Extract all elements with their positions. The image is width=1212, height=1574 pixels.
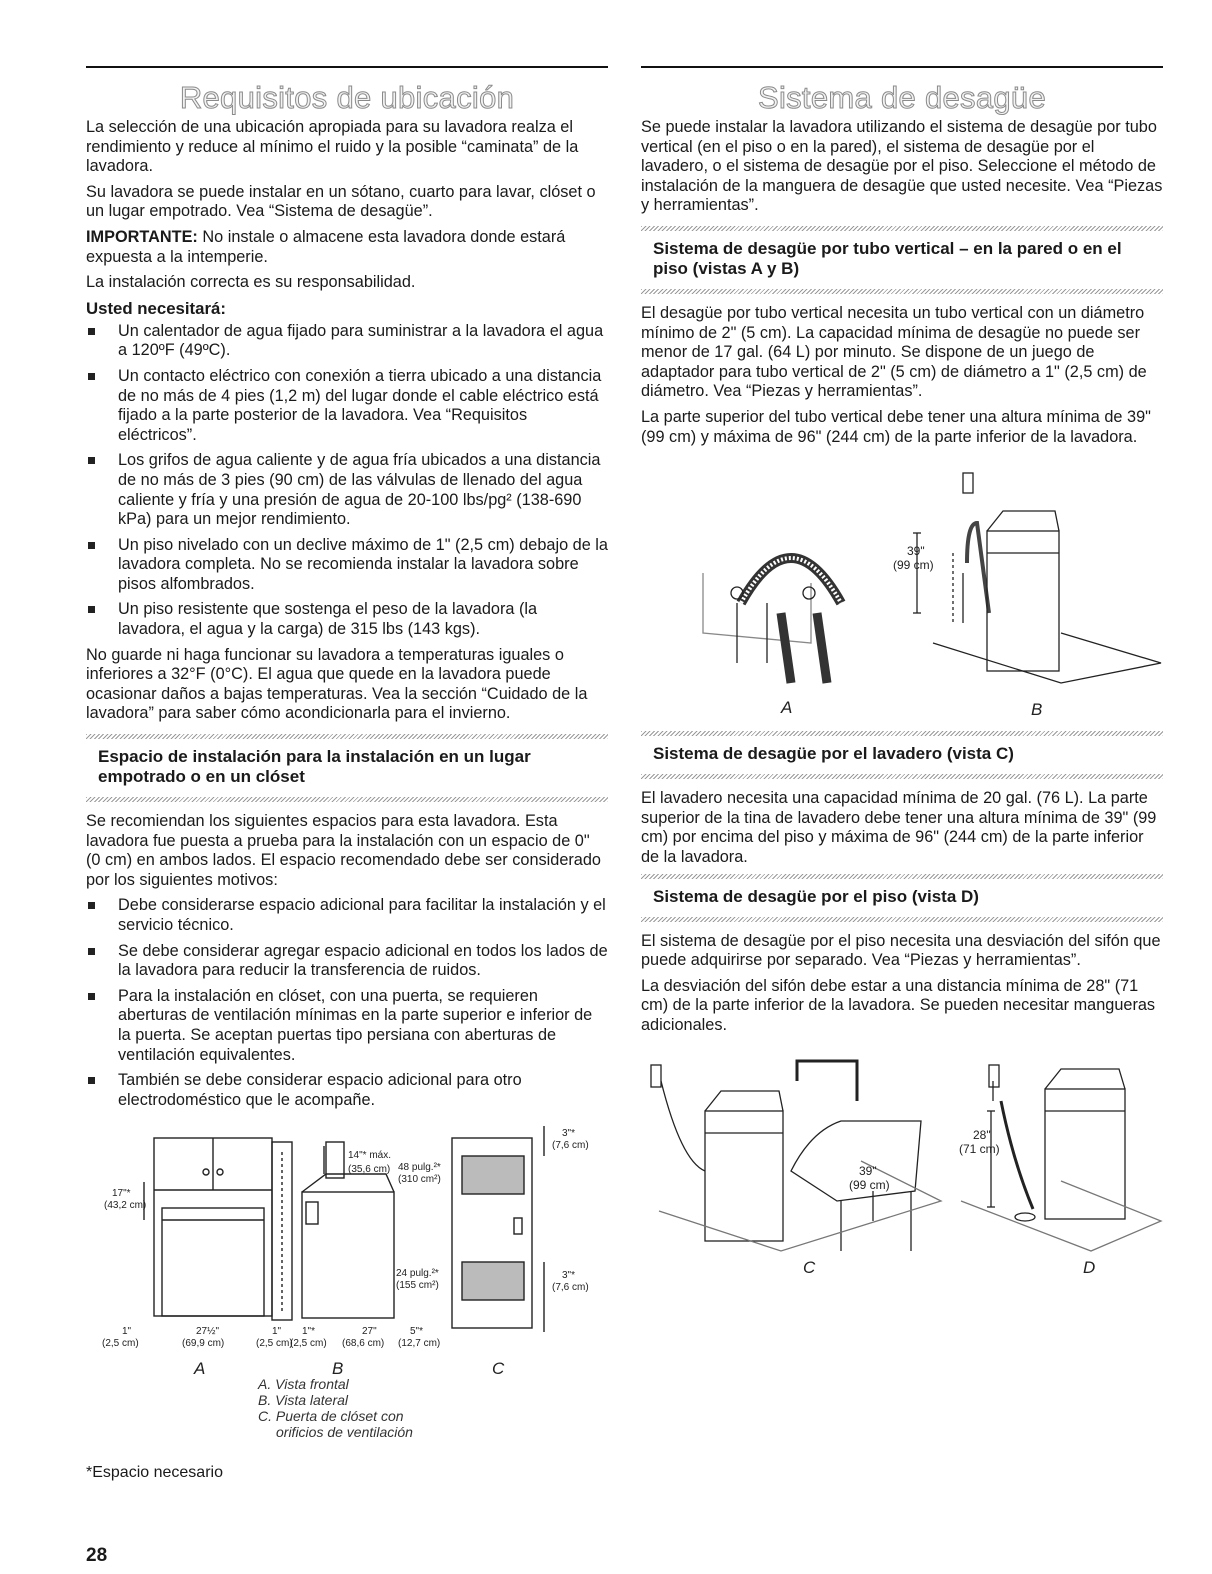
page-number: 28	[86, 1545, 108, 1566]
dim-27h-cm: (69,9 cm)	[182, 1338, 225, 1349]
dim-1b-cm: (2,5 cm)	[256, 1338, 293, 1349]
intro-paragraph: La selección de una ubicación apropiada para su lavadora realza el rendimiento y reduce al mínimo el ruido y la posible “caminata” de la lavadora.	[86, 118, 579, 176]
view-label-c: C	[803, 1258, 816, 1278]
laundry-tub-heading: Sistema de desagüe por el lavadero (vista C)	[653, 744, 1014, 764]
standpipe-height: La parte superior del tubo vertical debe tener una altura mínima de 39" (99 cm) y máxima de 96" (244 cm) de la parte inferior de la lavadora.	[641, 407, 1151, 446]
dim-3-bottom: 3"*	[562, 1270, 576, 1281]
list-item: Los grifos de agua caliente y de agua fría ubicados a una distancia de no más de 3 pies (90 cm) de las válvulas de llenado del agua caliente y fría y una presión de agua de 20-100 lbs/pg² (138-690 kPa) para un mejor rendimiento.	[86, 451, 608, 529]
caption-b: B. Vista lateral	[258, 1392, 349, 1408]
dim-24: 24 pulg.²*	[396, 1268, 439, 1279]
right-column	[641, 66, 1163, 1281]
floor-drain-heading: Sistema de desagüe por el piso (vista D)	[653, 886, 979, 906]
caption-c-cont: orificios de ventilación	[276, 1424, 413, 1440]
list-item: Para la instalación en clóset, con una puerta, se requieren aberturas de ventilación mínimas en la parte superior e inferior de la puerta. Se aceptan puertas tipo persiana con aberturas de ventilación equivalentes.	[86, 987, 608, 1065]
location-requirements-title: Requisitos de ubicación	[179, 80, 515, 115]
dim-17-cm: (43,2 cm)	[104, 1200, 147, 1211]
dim-1b: 1"	[272, 1326, 282, 1337]
footnote: *Espacio necesario	[86, 1464, 223, 1481]
dim-5-cm: (12,7 cm)	[398, 1338, 441, 1349]
list-item: Debe considerarse espacio adicional para facilitar la instalación y el servicio técnico.	[86, 896, 608, 935]
view-label-d: D	[1083, 1258, 1096, 1278]
laundry-dim-cm: (99 cm)	[849, 1178, 890, 1193]
bullet-icon	[88, 902, 95, 909]
laundry-and-floor-diagram	[641, 1041, 1163, 1281]
needs-heading: Usted necesitará:	[86, 298, 226, 318]
figure-captions	[258, 1376, 413, 1440]
dim-24-cm: (155 cm²)	[396, 1280, 439, 1291]
bullet-icon	[88, 457, 95, 464]
hatch-divider	[641, 731, 1163, 736]
standpipe-diagram	[641, 453, 1163, 725]
list-item: También se debe considerar espacio adicional para otro electrodoméstico que le acompañe.	[86, 1071, 608, 1110]
bullet-icon	[88, 1077, 95, 1084]
left-column	[86, 66, 608, 1116]
list-item: Se debe considerar agregar espacio adicional en todos los lados de la lavadora para reducir la transferencia de ruidos.	[86, 942, 608, 981]
hatch-divider	[641, 874, 1163, 879]
dim-1c-cm: (2,5 cm)	[290, 1338, 327, 1349]
dim-1c: 1"*	[302, 1326, 316, 1337]
dim-14: 14"* máx.	[348, 1150, 392, 1161]
bullet-icon	[88, 328, 95, 335]
dim-17: 17"*	[112, 1188, 131, 1199]
standpipe-dim-cm: (99 cm)	[893, 558, 934, 573]
top-rule	[86, 66, 608, 68]
standpipe-heading: Sistema de desagüe por tubo vertical – en la pared o en el piso (vistas A y B)	[653, 238, 1122, 278]
view-label-a: A	[781, 698, 793, 718]
laundry-tub-paragraph: El lavadero necesita una capacidad mínima de 20 gal. (76 L). La parte superior de la tina de lavadero debe tener una altura mínima de 39" (99 cm) por encima del piso y máxima de 96" (244 cm) de la parte inferior de la lavadora.	[641, 789, 1157, 866]
dim-1a-cm: (2,5 cm)	[102, 1338, 139, 1349]
list-item: Un contacto eléctrico con conexión a tierra ubicado a una distancia de no más de 4 pies (1,2 m) del lugar donde el cable eléctrico está fijado a la parte posterior de la lavadora. Vea “Requisitos eléctricos”.	[86, 367, 608, 445]
standpipe-paragraph: El desagüe por tubo vertical necesita un tubo vertical con un diámetro mínimo de 2" (5 cm). La capacidad mínima de desagüe no puede ser menor de 17 gal. (64 L) por minuto. Se dispone de un juego de adaptador para tubo vertical de 2" (5 cm) de diámetro a 1" (2,5 cm) de diámetro. Vea “Piezas y herramientas”.	[641, 303, 1147, 401]
view-label-b: B	[332, 1359, 344, 1378]
bullet-icon	[88, 373, 95, 380]
list-item: Un calentador de agua fijado para suministrar a la lavadora el agua a 120ºF (49ºC).	[86, 322, 608, 361]
installation-space-heading: Espacio de instalación para la instalación en un lugar empotrado o en un clóset	[98, 747, 531, 787]
list-item: Un piso resistente que sostenga el peso de la lavadora (la lavadora, el agua y la carga) de 315 lbs (143 kgs).	[86, 600, 608, 639]
dim-14-cm: (35,6 cm)	[348, 1164, 391, 1175]
intro-paragraph: Su lavadora se puede instalar en un sótano, cuarto para lavar, clóset o un lugar empotrado. Vea “Sistema de desagüe”.	[86, 182, 596, 221]
dim-27-cm: (68,6 cm)	[342, 1338, 385, 1349]
hatch-divider	[86, 797, 608, 802]
space-list	[86, 896, 608, 1110]
dim-3-bottom-cm: (7,6 cm)	[552, 1282, 589, 1293]
clearance-diagram	[86, 1112, 608, 1392]
bullet-icon	[88, 606, 95, 613]
dim-1a: 1"	[122, 1326, 132, 1337]
hatch-divider	[641, 289, 1163, 294]
bullet-icon	[88, 542, 95, 549]
hatch-divider	[86, 734, 608, 739]
top-rule	[641, 66, 1163, 68]
bullet-icon	[88, 993, 95, 1000]
important-note	[86, 228, 608, 267]
cold-warning: No guarde ni haga funcionar su lavadora a temperaturas iguales o inferiores a 32°F (0°C). El agua que quede en la lavadora puede ocasionar daños a bajas temperaturas. Vea la sección “Cuidado de la lavadora” para saber cómo acondicionarla para el invierno.	[86, 645, 588, 723]
floor-drain-paragraph: El sistema de desagüe por el piso necesita una desviación del sifón que puede adquirirse por separado. Vea “Piezas y herramientas”.	[641, 931, 1161, 970]
view-label-c: C	[492, 1359, 505, 1378]
caption-a: A. Vista frontal	[258, 1376, 349, 1392]
drain-intro: Se puede instalar la lavadora utilizando el sistema de desagüe por tubo vertical (en el piso o en la pared), el sistema de desagüe por el lavadero, o el sistema de desagüe por el piso. Seleccione el método de instalación de la manguera de desagüe que usted necesite. Vea “Piezas y herramientas”.	[641, 118, 1163, 215]
dim-48: 48 pulg.²*	[398, 1162, 441, 1173]
responsibility-note: La instalación correcta es su responsabilidad.	[86, 273, 416, 292]
floor-drain-dim-cm: (71 cm)	[959, 1142, 1000, 1157]
dim-27h: 27½"	[196, 1326, 220, 1337]
drain-system-title: Sistema de desagüe	[757, 80, 1047, 115]
standpipe-dim: 39"	[907, 544, 925, 559]
important-label: IMPORTANTE:	[86, 227, 198, 246]
hatch-divider	[641, 774, 1163, 779]
hatch-divider	[641, 226, 1163, 231]
caption-c: C. Puerta de clóset con	[258, 1408, 404, 1424]
laundry-dim: 39"	[859, 1164, 877, 1179]
view-label-a: A	[194, 1359, 206, 1378]
dim-27: 27"	[362, 1326, 377, 1337]
important-text: No instale o almacene esta lavadora donde estará expuesta a la intemperie.	[86, 227, 566, 266]
floor-drain-distance: La desviación del sifón debe estar a una distancia mínima de 28" (71 cm) de la parte inferior de la lavadora. Se pueden necesitar mangueras adicionales.	[641, 976, 1156, 1034]
bullet-icon	[88, 948, 95, 955]
needs-list	[86, 322, 608, 640]
dim-5: 5"*	[410, 1326, 424, 1337]
list-item: Un piso nivelado con un declive máximo de 1" (2,5 cm) debajo de la lavadora completa. No se recomienda instalar la lavadora sobre pisos alfombrados.	[86, 536, 608, 595]
dim-3-top-cm: (7,6 cm)	[552, 1140, 589, 1151]
hatch-divider	[641, 917, 1163, 922]
floor-drain-dim: 28"	[973, 1128, 991, 1143]
dim-48-cm: (310 cm²)	[398, 1174, 441, 1185]
dim-3-top: 3"*	[562, 1128, 576, 1139]
space-intro: Se recomiendan los siguientes espacios para esta lavadora. Esta lavadora fue puesta a prueba para la instalación con un espacio de 0" (0 cm) en ambos lados. El espacio recomendado debe ser considerado por los siguientes motivos:	[86, 812, 601, 889]
view-label-b: B	[1031, 700, 1043, 720]
